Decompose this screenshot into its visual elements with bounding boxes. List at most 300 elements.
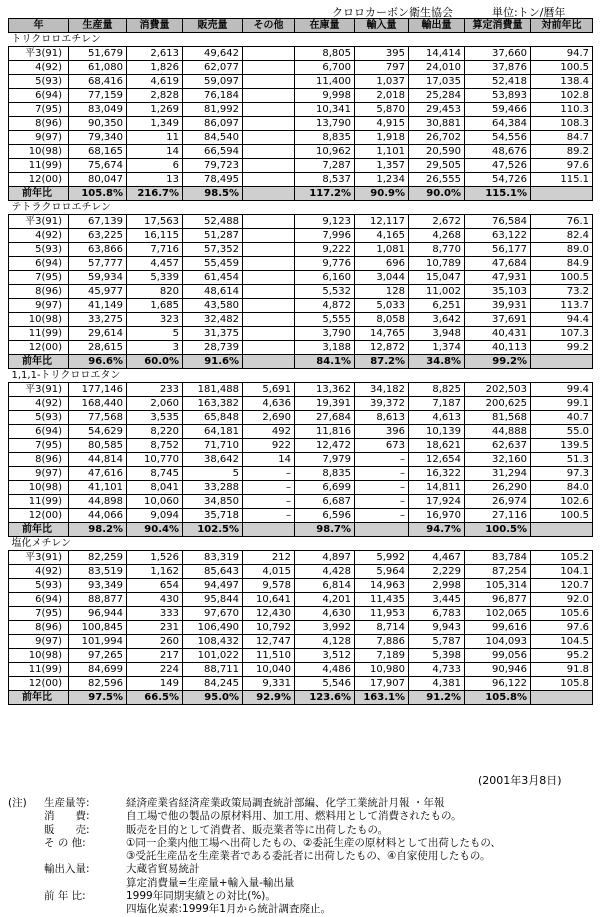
value-cell: 37,691 bbox=[465, 313, 531, 327]
page-header bbox=[0, 4, 600, 18]
value-cell: 797 bbox=[355, 61, 409, 75]
year-cell: 4(92) bbox=[9, 61, 69, 75]
value-cell: 10,962 bbox=[295, 145, 355, 159]
value-cell: 1,918 bbox=[355, 131, 409, 145]
value-cell: 181,488 bbox=[183, 383, 243, 397]
value-cell: 84.0 bbox=[531, 481, 593, 495]
value-cell bbox=[243, 75, 295, 89]
year-cell: 9(97) bbox=[9, 131, 69, 145]
note-label: そ の 他: bbox=[44, 836, 86, 849]
value-cell: 149 bbox=[127, 677, 183, 691]
year-cell: 平3(91) bbox=[9, 551, 69, 565]
value-cell: 10,789 bbox=[409, 257, 465, 271]
value-cell: 79,340 bbox=[69, 131, 127, 145]
value-cell: 54,629 bbox=[69, 425, 127, 439]
value-cell: 100.5 bbox=[531, 61, 593, 75]
value-cell bbox=[243, 243, 295, 257]
ratio-cell: 90.0% bbox=[409, 187, 465, 201]
year-cell: 11(99) bbox=[9, 663, 69, 677]
value-cell: 2,828 bbox=[127, 89, 183, 103]
value-cell: 104.1 bbox=[531, 565, 593, 579]
value-cell: 1,374 bbox=[409, 341, 465, 355]
value-cell: 8,835 bbox=[295, 131, 355, 145]
value-cell: 260 bbox=[127, 635, 183, 649]
value-cell: – bbox=[243, 481, 295, 495]
value-cell: 82.4 bbox=[531, 229, 593, 243]
table-row bbox=[9, 229, 593, 243]
value-cell: 93,349 bbox=[69, 579, 127, 593]
value-cell: 61,080 bbox=[69, 61, 127, 75]
value-cell: 7,189 bbox=[355, 649, 409, 663]
note-text: 大蔵省貿易統計 bbox=[126, 863, 200, 876]
value-cell: 9,998 bbox=[295, 89, 355, 103]
value-cell: – bbox=[355, 467, 409, 481]
value-cell: 4,897 bbox=[295, 551, 355, 565]
statistics-table bbox=[8, 18, 593, 705]
value-cell: 26,290 bbox=[465, 481, 531, 495]
value-cell: 81,568 bbox=[465, 411, 531, 425]
value-cell: 99,056 bbox=[465, 649, 531, 663]
value-cell: 5,787 bbox=[409, 635, 465, 649]
value-cell: 8,835 bbox=[295, 467, 355, 481]
value-cell: 4,915 bbox=[355, 117, 409, 131]
note-text: ③受託生産品を生産業者である委託者に出荷したもの、④自家使用したもの。 bbox=[126, 850, 491, 863]
value-cell: 18,621 bbox=[409, 439, 465, 453]
value-cell: 8,220 bbox=[127, 425, 183, 439]
unit-label: 単位:トン/暦年 bbox=[492, 6, 566, 19]
year-cell: 12(00) bbox=[9, 677, 69, 691]
value-cell: 32,160 bbox=[465, 453, 531, 467]
value-cell: 33,275 bbox=[69, 313, 127, 327]
ratio-cell: 87.2% bbox=[355, 355, 409, 369]
value-cell: 9,123 bbox=[295, 215, 355, 229]
ratio-cell: 123.6% bbox=[295, 691, 355, 705]
value-cell: 17,907 bbox=[355, 677, 409, 691]
year-cell: 12(00) bbox=[9, 341, 69, 355]
note-text: 1999年同期実績との対比(%)。 bbox=[126, 890, 276, 903]
table-row bbox=[9, 425, 593, 439]
note-text: 四塩化炭素:1999年1月から統計調査廃止。 bbox=[126, 903, 331, 916]
value-cell: 3,790 bbox=[295, 327, 355, 341]
ratio-cell: 90.9% bbox=[355, 187, 409, 201]
value-cell: 44,814 bbox=[69, 453, 127, 467]
value-cell: 32,482 bbox=[183, 313, 243, 327]
value-cell: 64,384 bbox=[465, 117, 531, 131]
value-cell: 1,685 bbox=[127, 299, 183, 313]
table-row bbox=[9, 607, 593, 621]
value-cell: 35,103 bbox=[465, 285, 531, 299]
ratio-cell: 90.4% bbox=[127, 523, 183, 537]
table-row bbox=[9, 551, 593, 565]
value-cell: – bbox=[355, 481, 409, 495]
year-cell: 7(95) bbox=[9, 439, 69, 453]
ratio-cell: 115.1% bbox=[465, 187, 531, 201]
value-cell: 10,040 bbox=[243, 663, 295, 677]
value-cell: 47,931 bbox=[465, 271, 531, 285]
value-cell: 48,614 bbox=[183, 285, 243, 299]
value-cell: 89.2 bbox=[531, 145, 593, 159]
value-cell: 40.7 bbox=[531, 411, 593, 425]
ratio-cell bbox=[355, 523, 409, 537]
value-cell: 4,619 bbox=[127, 75, 183, 89]
note-prefix bbox=[8, 837, 44, 850]
value-cell: 51,287 bbox=[183, 229, 243, 243]
year-cell: 5(93) bbox=[9, 75, 69, 89]
value-cell: – bbox=[243, 509, 295, 523]
note-prefix: (注) bbox=[8, 797, 27, 809]
value-cell: 40,431 bbox=[465, 327, 531, 341]
value-cell: 4,015 bbox=[243, 565, 295, 579]
value-cell: 5,546 bbox=[295, 677, 355, 691]
value-cell: 68,416 bbox=[69, 75, 127, 89]
value-cell: 76,184 bbox=[183, 89, 243, 103]
value-cell: 17,563 bbox=[127, 215, 183, 229]
table-row bbox=[9, 509, 593, 523]
value-cell: 61,454 bbox=[183, 271, 243, 285]
note-text: 算定消費量=生産量+輸入量-輸出量 bbox=[126, 876, 295, 889]
value-cell: 97.6 bbox=[531, 159, 593, 173]
value-cell: 2,229 bbox=[409, 565, 465, 579]
value-cell: 82,259 bbox=[69, 551, 127, 565]
value-cell: 2,018 bbox=[355, 89, 409, 103]
value-cell: 83,519 bbox=[69, 565, 127, 579]
note-label bbox=[44, 850, 126, 863]
year-cell: 6(94) bbox=[9, 89, 69, 103]
table-row bbox=[9, 453, 593, 467]
value-cell: 84,245 bbox=[183, 677, 243, 691]
value-cell: 83,784 bbox=[465, 551, 531, 565]
value-cell: 102.8 bbox=[531, 89, 593, 103]
ratio-cell: 34.8% bbox=[409, 355, 465, 369]
year-cell: 7(95) bbox=[9, 271, 69, 285]
value-cell: 8,745 bbox=[127, 467, 183, 481]
value-cell bbox=[243, 327, 295, 341]
table-row bbox=[9, 271, 593, 285]
value-cell: 94,497 bbox=[183, 579, 243, 593]
table-row bbox=[9, 159, 593, 173]
value-cell: 1,349 bbox=[127, 117, 183, 131]
value-cell: 696 bbox=[355, 257, 409, 271]
value-cell: 66,594 bbox=[183, 145, 243, 159]
value-cell: 95.2 bbox=[531, 649, 593, 663]
value-cell: 2,613 bbox=[127, 47, 183, 61]
ratio-cell bbox=[531, 187, 593, 201]
value-cell: 29,614 bbox=[69, 327, 127, 341]
table-row bbox=[9, 75, 593, 89]
year-cell: 12(00) bbox=[9, 509, 69, 523]
value-cell: 10,792 bbox=[243, 621, 295, 635]
table-row bbox=[9, 257, 593, 271]
value-cell: 96,944 bbox=[69, 607, 127, 621]
value-cell bbox=[243, 285, 295, 299]
value-cell: 4,613 bbox=[409, 411, 465, 425]
value-cell: 24,010 bbox=[409, 61, 465, 75]
value-cell: 107.3 bbox=[531, 327, 593, 341]
value-cell: 11,002 bbox=[409, 285, 465, 299]
value-cell: 200,625 bbox=[465, 397, 531, 411]
ratio-cell: 98.2% bbox=[69, 523, 127, 537]
value-cell: 7,716 bbox=[127, 243, 183, 257]
table-row bbox=[9, 243, 593, 257]
value-cell: 49,642 bbox=[183, 47, 243, 61]
value-cell: 37,660 bbox=[465, 47, 531, 61]
value-cell: 11,400 bbox=[295, 75, 355, 89]
value-cell: 88,877 bbox=[69, 593, 127, 607]
value-cell: 9,331 bbox=[243, 677, 295, 691]
value-cell: 6,596 bbox=[295, 509, 355, 523]
value-cell bbox=[243, 47, 295, 61]
value-cell bbox=[243, 313, 295, 327]
value-cell bbox=[243, 229, 295, 243]
value-cell: 87,254 bbox=[465, 565, 531, 579]
value-cell: – bbox=[355, 495, 409, 509]
section-title-row bbox=[9, 33, 593, 47]
value-cell: 47,616 bbox=[69, 467, 127, 481]
value-cell: 3,992 bbox=[295, 621, 355, 635]
value-cell bbox=[243, 131, 295, 145]
value-cell: 8,613 bbox=[355, 411, 409, 425]
value-cell: 105.2 bbox=[531, 551, 593, 565]
value-cell bbox=[243, 257, 295, 271]
ratio-cell: 95.0% bbox=[183, 691, 243, 705]
value-cell: 78,495 bbox=[183, 173, 243, 187]
value-cell: 94.7 bbox=[531, 47, 593, 61]
value-cell: 11,510 bbox=[243, 649, 295, 663]
value-cell: 85,643 bbox=[183, 565, 243, 579]
ratio-cell: 163.1% bbox=[355, 691, 409, 705]
value-cell: 17,924 bbox=[409, 495, 465, 509]
value-cell: 19,391 bbox=[295, 397, 355, 411]
value-cell: – bbox=[243, 495, 295, 509]
value-cell: 1,357 bbox=[355, 159, 409, 173]
value-cell: 97.6 bbox=[531, 621, 593, 635]
value-cell: 1,081 bbox=[355, 243, 409, 257]
value-cell: 3,512 bbox=[295, 649, 355, 663]
value-cell: 108,432 bbox=[183, 635, 243, 649]
report-date: (2001年3月8日) bbox=[478, 774, 562, 787]
value-cell: 77,568 bbox=[69, 411, 127, 425]
value-cell: 99,616 bbox=[465, 621, 531, 635]
ratio-row bbox=[9, 187, 593, 201]
value-cell: 104.5 bbox=[531, 635, 593, 649]
value-cell bbox=[243, 341, 295, 355]
ratio-row bbox=[9, 691, 593, 705]
year-cell: 10(98) bbox=[9, 145, 69, 159]
year-cell: 5(93) bbox=[9, 243, 69, 257]
value-cell: 6,687 bbox=[295, 495, 355, 509]
notes-section bbox=[8, 797, 593, 917]
value-cell: 231 bbox=[127, 621, 183, 635]
table-row bbox=[9, 593, 593, 607]
table-row bbox=[9, 285, 593, 299]
value-cell: 13,362 bbox=[295, 383, 355, 397]
value-cell: 100.5 bbox=[531, 271, 593, 285]
value-cell: 12,472 bbox=[295, 439, 355, 453]
value-cell: 31,294 bbox=[465, 467, 531, 481]
year-cell: 4(92) bbox=[9, 565, 69, 579]
year-cell: 9(97) bbox=[9, 299, 69, 313]
value-cell: 57,777 bbox=[69, 257, 127, 271]
value-cell: 95,844 bbox=[183, 593, 243, 607]
ratio-label: 前年比 bbox=[9, 523, 69, 537]
value-cell: 5,555 bbox=[295, 313, 355, 327]
column-header: 年 bbox=[9, 19, 69, 33]
column-header: 算定消費量 bbox=[465, 19, 531, 33]
ratio-cell bbox=[531, 691, 593, 705]
value-cell: 2,060 bbox=[127, 397, 183, 411]
section-title-row bbox=[9, 537, 593, 551]
value-cell: 163,382 bbox=[183, 397, 243, 411]
value-cell: 5 bbox=[127, 327, 183, 341]
value-cell: 84,540 bbox=[183, 131, 243, 145]
value-cell: 80,585 bbox=[69, 439, 127, 453]
note-line bbox=[8, 877, 593, 890]
table-row bbox=[9, 663, 593, 677]
value-cell: 63,122 bbox=[465, 229, 531, 243]
value-cell: 2,690 bbox=[243, 411, 295, 425]
value-cell: 90,946 bbox=[465, 663, 531, 677]
value-cell: 4,872 bbox=[295, 299, 355, 313]
ratio-cell: 102.5% bbox=[183, 523, 243, 537]
value-cell: 75,674 bbox=[69, 159, 127, 173]
value-cell: 39,931 bbox=[465, 299, 531, 313]
ratio-cell bbox=[243, 523, 295, 537]
value-cell: 37,876 bbox=[465, 61, 531, 75]
value-cell: 4,428 bbox=[295, 565, 355, 579]
note-line bbox=[8, 837, 593, 850]
value-cell: 101,994 bbox=[69, 635, 127, 649]
value-cell: 102,065 bbox=[465, 607, 531, 621]
value-cell: 7,886 bbox=[355, 635, 409, 649]
note-prefix bbox=[8, 810, 44, 823]
value-cell: 79,723 bbox=[183, 159, 243, 173]
value-cell: 1,826 bbox=[127, 61, 183, 75]
value-cell: 11 bbox=[127, 131, 183, 145]
value-cell: 102.6 bbox=[531, 495, 593, 509]
value-cell: 63,866 bbox=[69, 243, 127, 257]
value-cell: – bbox=[355, 453, 409, 467]
value-cell: 57,352 bbox=[183, 243, 243, 257]
year-cell: 10(98) bbox=[9, 481, 69, 495]
value-cell: 4,128 bbox=[295, 635, 355, 649]
value-cell: 104,093 bbox=[465, 635, 531, 649]
note-prefix bbox=[8, 890, 44, 903]
value-cell: 48,676 bbox=[465, 145, 531, 159]
value-cell: 9,578 bbox=[243, 579, 295, 593]
value-cell bbox=[243, 103, 295, 117]
value-cell: 4,457 bbox=[127, 257, 183, 271]
value-cell: 9,943 bbox=[409, 621, 465, 635]
value-cell: 4,733 bbox=[409, 663, 465, 677]
value-cell: 71,710 bbox=[183, 439, 243, 453]
column-header: 消費量 bbox=[127, 19, 183, 33]
value-cell: 110.3 bbox=[531, 103, 593, 117]
value-cell: 84,699 bbox=[69, 663, 127, 677]
value-cell: 2,672 bbox=[409, 215, 465, 229]
value-cell: 14 bbox=[127, 145, 183, 159]
value-cell: 99.2 bbox=[531, 341, 593, 355]
value-cell: 8,752 bbox=[127, 439, 183, 453]
value-cell: 120.7 bbox=[531, 579, 593, 593]
value-cell: 77,159 bbox=[69, 89, 127, 103]
column-header: 販売量 bbox=[183, 19, 243, 33]
value-cell: 62,637 bbox=[465, 439, 531, 453]
value-cell: 54,556 bbox=[465, 131, 531, 145]
value-cell: 35,718 bbox=[183, 509, 243, 523]
value-cell: 7,287 bbox=[295, 159, 355, 173]
value-cell: 14,811 bbox=[409, 481, 465, 495]
table-row bbox=[9, 565, 593, 579]
value-cell: 8,537 bbox=[295, 173, 355, 187]
table-row bbox=[9, 89, 593, 103]
value-cell: 6,160 bbox=[295, 271, 355, 285]
note-label: 輸出入量: bbox=[44, 863, 90, 876]
note-label: 生産量等: bbox=[44, 797, 90, 809]
value-cell: 41,101 bbox=[69, 481, 127, 495]
ratio-row bbox=[9, 523, 593, 537]
value-cell: 105,314 bbox=[465, 579, 531, 593]
table-row bbox=[9, 649, 593, 663]
table-row bbox=[9, 117, 593, 131]
year-cell: 10(98) bbox=[9, 313, 69, 327]
value-cell: 10,139 bbox=[409, 425, 465, 439]
value-cell: 396 bbox=[355, 425, 409, 439]
organization-name: クロロカーボン衛生協会 bbox=[332, 6, 453, 19]
note-label: 消 費: bbox=[44, 810, 90, 823]
value-cell: 47,684 bbox=[465, 257, 531, 271]
value-cell: 59,097 bbox=[183, 75, 243, 89]
value-cell: 20,590 bbox=[409, 145, 465, 159]
value-cell: 202,503 bbox=[465, 383, 531, 397]
year-cell: 6(94) bbox=[9, 425, 69, 439]
ratio-cell: 105.8% bbox=[69, 187, 127, 201]
value-cell: 80,047 bbox=[69, 173, 127, 187]
note-text: ①同一企業内他工場へ出荷したもの、②委託生産の原材料として出荷したもの、 bbox=[126, 836, 501, 849]
table-row bbox=[9, 61, 593, 75]
note-line bbox=[8, 797, 593, 810]
year-cell: 9(97) bbox=[9, 467, 69, 481]
ratio-label: 前年比 bbox=[9, 355, 69, 369]
value-cell: 1,037 bbox=[355, 75, 409, 89]
table-row bbox=[9, 145, 593, 159]
year-cell: 平3(91) bbox=[9, 383, 69, 397]
section-title-row bbox=[9, 369, 593, 383]
value-cell: 68,165 bbox=[69, 145, 127, 159]
value-cell: 3,535 bbox=[127, 411, 183, 425]
value-cell: 7,187 bbox=[409, 397, 465, 411]
value-cell: 10,980 bbox=[355, 663, 409, 677]
column-header: 生産量 bbox=[69, 19, 127, 33]
value-cell: 4,165 bbox=[355, 229, 409, 243]
value-cell: 11,435 bbox=[355, 593, 409, 607]
note-line bbox=[8, 810, 593, 823]
value-cell: 59,934 bbox=[69, 271, 127, 285]
value-cell: 81,992 bbox=[183, 103, 243, 117]
value-cell: 5,992 bbox=[355, 551, 409, 565]
column-header: その他 bbox=[243, 19, 295, 33]
value-cell: 654 bbox=[127, 579, 183, 593]
table-body bbox=[9, 33, 593, 705]
value-cell: 84.7 bbox=[531, 131, 593, 145]
note-label: 前 年 比: bbox=[44, 890, 86, 903]
value-cell: 139.5 bbox=[531, 439, 593, 453]
value-cell: 168,440 bbox=[69, 397, 127, 411]
value-cell: 17,035 bbox=[409, 75, 465, 89]
table-row bbox=[9, 341, 593, 355]
value-cell: 76,584 bbox=[465, 215, 531, 229]
value-cell bbox=[243, 145, 295, 159]
value-cell: 89.0 bbox=[531, 243, 593, 257]
